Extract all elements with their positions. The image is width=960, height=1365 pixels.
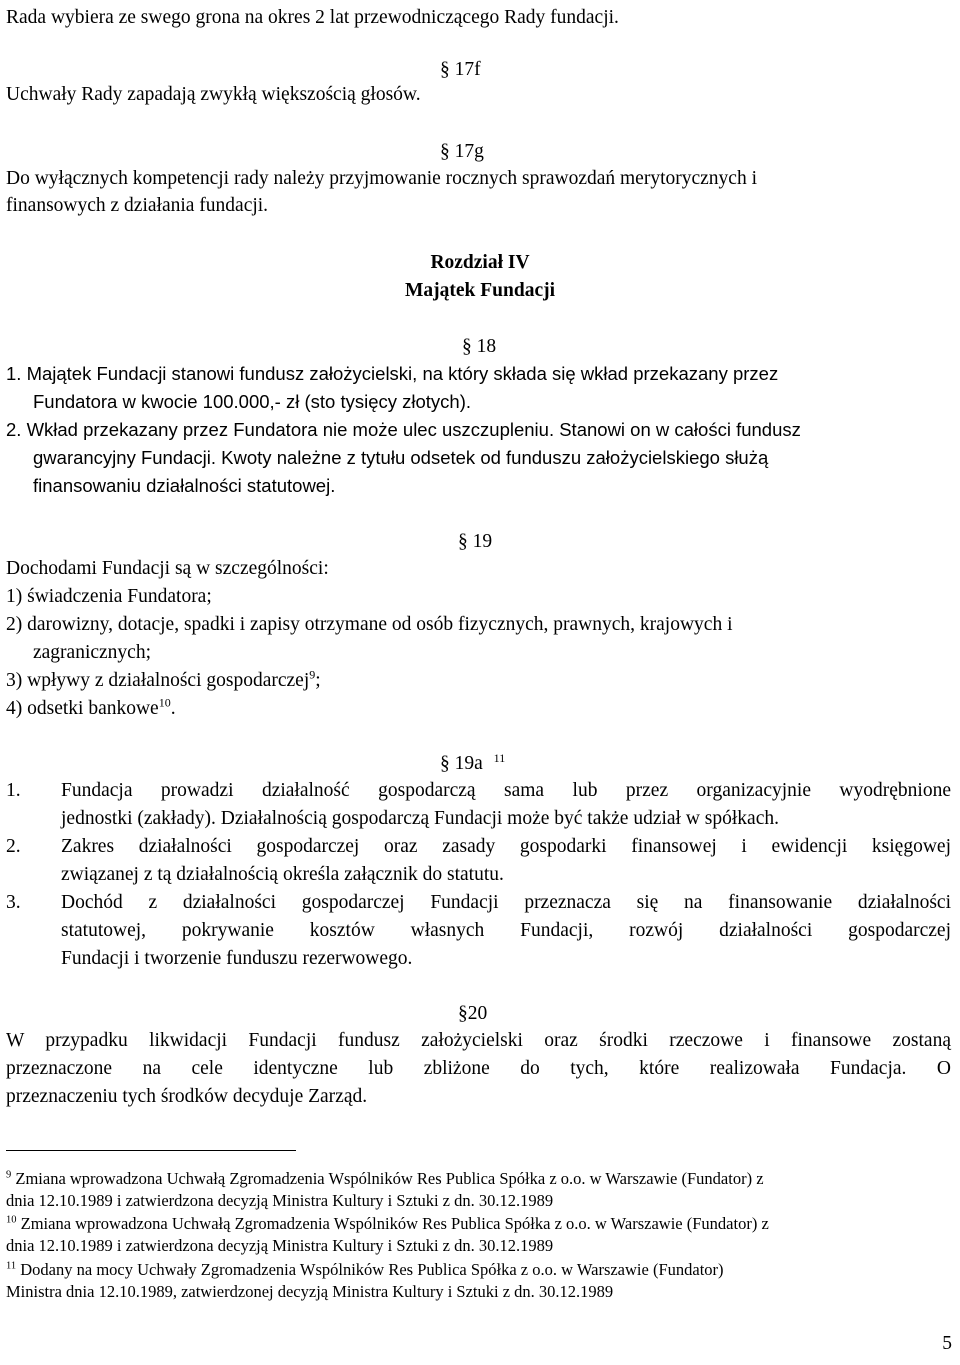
item-line: statutowej, pokrywanie kosztów własnych Fundacji, rozwój działalności gospodarczej bbox=[61, 920, 951, 941]
section-18-paragraph-2-line: finansowaniu działalności statutowej. bbox=[33, 475, 336, 496]
section-17g-line: finansowych z działania fundacji. bbox=[6, 195, 269, 216]
section-heading-19a bbox=[440, 750, 505, 777]
footnote-separator bbox=[6, 1150, 296, 1151]
list-item-punct: . bbox=[170, 698, 176, 719]
section-number: 17g bbox=[454, 141, 484, 162]
section-symbol: § bbox=[458, 531, 468, 552]
section-17f-text: Uchwały Rady zapadają zwykłą większością głosów. bbox=[6, 84, 421, 105]
section-symbol: § bbox=[440, 141, 450, 162]
chapter-title: Rozdział IV bbox=[430, 252, 530, 273]
footnote-number: 9 bbox=[6, 1169, 12, 1181]
footnote-continuation: dnia 12.10.1989 i zatwierdzona decyzją Ministra Kultury i Sztuki z dn. 30.12.1989 bbox=[6, 1236, 554, 1255]
footnote-text: Zmiana wprowadzona Uchwałą Zgromadzenia Wspólników Res Publica Spółka z o.o. w Warszawie (Fundator) z bbox=[20, 1214, 769, 1233]
footnote bbox=[6, 1213, 769, 1235]
section-18-paragraph-2-line: gwarancyjny Fundacji. Kwoty należne z tytułu odsetek od funduszu założycielskiego służą bbox=[33, 447, 769, 468]
item-line: Zakres działalności gospodarczej oraz zasady gospodarki finansowej i ewidencji księgowej bbox=[61, 836, 951, 857]
item-number: 1. bbox=[6, 780, 21, 801]
item-line: Dochód z działalności gospodarczej Fundacji przeznacza się na finansowanie działalności bbox=[61, 892, 951, 913]
section-heading-18 bbox=[462, 333, 496, 360]
list-item bbox=[6, 695, 176, 722]
footnote-reference[interactable]: 11 bbox=[493, 750, 506, 765]
section-heading-17f bbox=[440, 56, 481, 83]
list-item-text: 4) odsetki bankowe bbox=[6, 698, 159, 719]
list-item-text: 3) wpływy z działalności gospodarczej bbox=[6, 670, 310, 691]
section-18-text-part: Fundatora w kwocie 100. bbox=[33, 391, 239, 412]
footnote-text: Dodany na mocy Uchwały Zgromadzenia Wspólników Res Publica Spółka z o.o. w Warszawie (Fundator) bbox=[20, 1260, 724, 1279]
footnote-continuation: dnia 12.10.1989 i zatwierdzona decyzją Ministra Kultury i Sztuki z dn. 30.12.1989 bbox=[6, 1191, 554, 1210]
section-20-line: przeznaczone na cele identyczne lub zbliżone do tych, które realizowała Fundacja. O bbox=[6, 1058, 951, 1079]
list-item-continuation: zagranicznych; bbox=[33, 642, 152, 663]
section-20-line: W przypadku likwidacji Fundacji fundusz założycielski oraz środki rzeczowe i finansowe zostaną bbox=[6, 1030, 951, 1051]
item-number: 2. bbox=[6, 836, 21, 857]
footnote bbox=[6, 1259, 724, 1281]
section-18-paragraph-1-line: 1. Majątek Fundacji stanowi fundusz założycielski, na który składa się wkład przekazany przez bbox=[6, 363, 779, 384]
item-number: 3. bbox=[6, 892, 21, 913]
section-number: 19a bbox=[454, 753, 483, 774]
list-item: 2) darowizny, dotacje, spadki i zapisy otrzymane od osób fizycznych, prawnych, krajowych i bbox=[6, 614, 733, 635]
item-line: jednostki (zakłady). Działalnością gospodarczą Fundacji może być także udział w spółkach. bbox=[61, 808, 779, 829]
list-item: 1) świadczenia Fundatora; bbox=[6, 586, 212, 607]
page-number: 5 bbox=[942, 1333, 952, 1354]
list-item bbox=[6, 667, 321, 694]
section-17g-line: Do wyłącznych kompetencji rady należy przyjmowanie rocznych sprawozdań merytorycznych i bbox=[6, 168, 757, 189]
footnote-number: 10 bbox=[6, 1214, 17, 1226]
section-number: 19 bbox=[472, 531, 493, 552]
footnote-text: Zmiana wprowadzona Uchwałą Zgromadzenia Wspólników Res Publica Spółka z o.o. w Warszawie (Fundator) z bbox=[15, 1169, 764, 1188]
section-symbol: § bbox=[440, 59, 450, 80]
section-symbol: § bbox=[462, 336, 472, 357]
list-item-punct: ; bbox=[315, 670, 321, 691]
section-number: 18 bbox=[476, 336, 497, 357]
section-heading-19 bbox=[458, 528, 492, 555]
section-20-line: przeznaczeniu tych środków decyduje Zarząd. bbox=[6, 1086, 368, 1107]
section-symbol: § bbox=[440, 753, 450, 774]
intro-paragraph: Rada wybiera ze swego grona na okres 2 lat przewodniczącego Rady fundacji. bbox=[6, 7, 619, 28]
section-number: 17f bbox=[454, 59, 481, 80]
footnote-reference[interactable]: 10 bbox=[158, 695, 171, 710]
chapter-subtitle: Majątek Fundacji bbox=[404, 280, 556, 301]
item-line: Fundacja prowadzi działalność gospodarczą sama lub przez organizacyjnie wyodrębnione bbox=[61, 780, 951, 801]
section-heading-17g bbox=[440, 138, 484, 165]
section-18-paragraph-1-line bbox=[33, 388, 471, 415]
section-18-paragraph-2-line: 2. Wkład przekazany przez Fundatora nie może ulec uszczupleniu. Stanowi on w całości fundusz bbox=[6, 419, 801, 440]
item-line: Fundacji i tworzenie funduszu rezerwowego. bbox=[61, 948, 413, 969]
footnote bbox=[6, 1168, 764, 1190]
footnote-reference[interactable]: 9 bbox=[309, 667, 316, 682]
section-symbol: § bbox=[458, 1003, 468, 1024]
item-line: związanej z tą działalnością określa załącznik do statutu. bbox=[61, 864, 504, 885]
footnote-number: 11 bbox=[6, 1260, 17, 1272]
section-number: 20 bbox=[467, 1003, 488, 1024]
footnote-continuation: Ministra dnia 12.10.1989, zatwierdzonej decyzją Ministra Kultury i Sztuki z dn. 30.12.1989 bbox=[6, 1282, 614, 1301]
section-heading-20 bbox=[458, 1000, 487, 1027]
section-18-text-part: 000,- zł (sto tysięcy złotych). bbox=[238, 391, 472, 412]
section-19-lead: Dochodami Fundacji są w szczególności: bbox=[6, 558, 329, 579]
